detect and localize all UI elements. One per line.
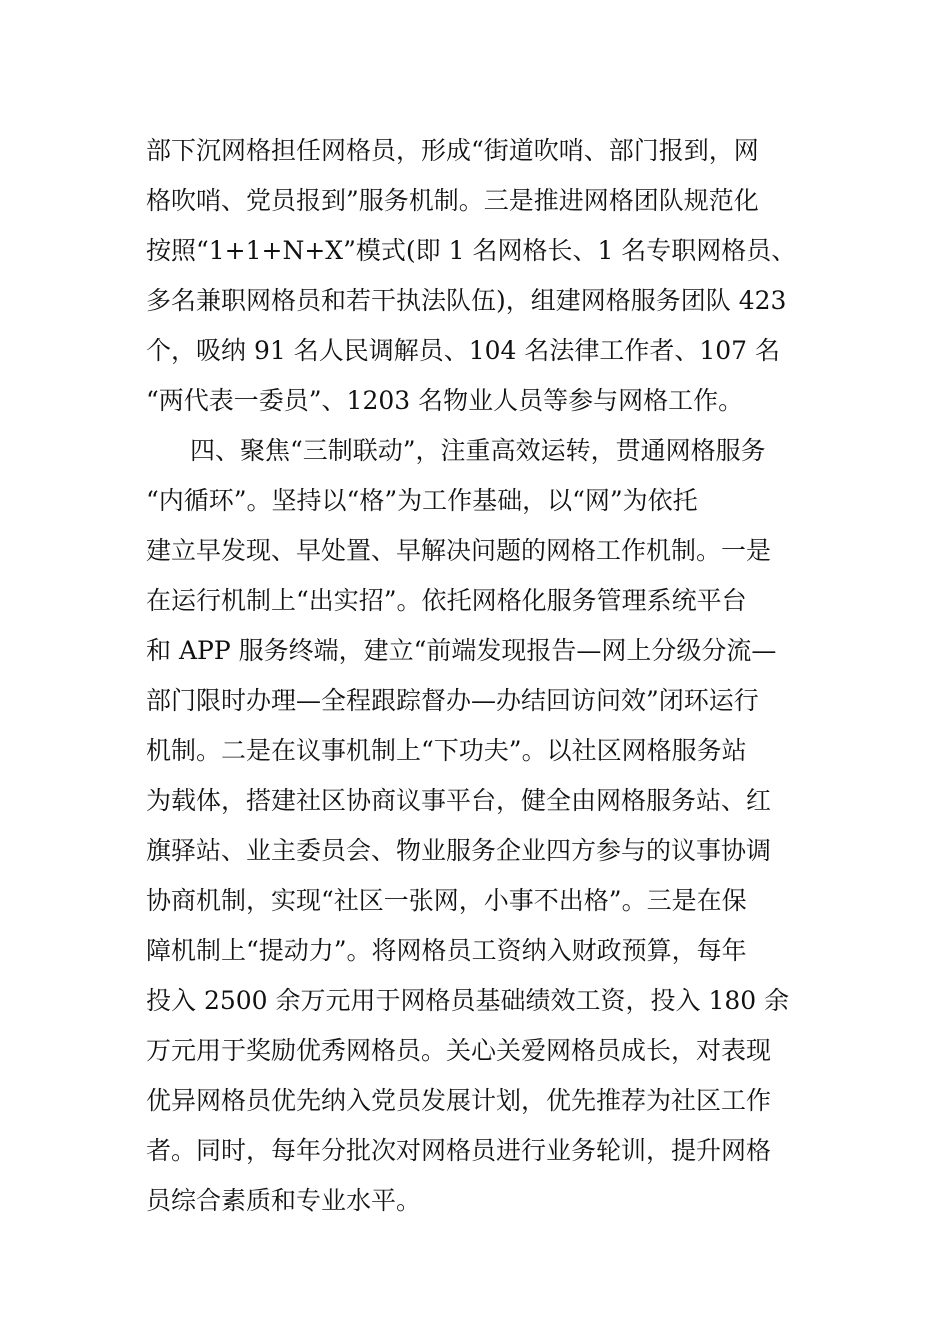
text-line: 员综合素质和专业水平。: [146, 1186, 422, 1215]
text-line: 格吹哨、党员报到”服务机制。三是推进网格团队规范化: [146, 186, 759, 215]
text-line: 优异网格员优先纳入党员发展计划，优先推荐为社区工作: [146, 1086, 772, 1115]
text-line: 协商机制，实现“社区一张网，小事不出格”。三是在保: [146, 886, 747, 915]
text-line: 机制。二是在议事机制上“下功夫”。以社区网格服务站: [146, 736, 747, 765]
text-line: 按照“1+1+N+X”模式(即 1 名网格长、1 名专职网格员、: [146, 236, 797, 265]
text-line: 部下沉网格担任网格员，形成“街道吹哨、部门报到，网: [146, 136, 759, 165]
text-line: 建立早发现、早处置、早解决问题的网格工作机制。一是: [146, 536, 772, 565]
text-line: 部门限时办理—全程跟踪督办—办结回访问效”闭环运行: [146, 686, 759, 715]
section-heading-line: 四、聚焦“三制联动”，注重高效运转，贯通网格服务: [190, 436, 766, 465]
text-line: 障机制上“提动力”。将网格员工资纳入财政预算，每年: [146, 936, 747, 965]
text-line: 和 APP 服务终端，建立“前端发现报告—网上分级分流—: [146, 636, 777, 665]
text-line: 为载体，搭建社区协商议事平台，健全由网格服务站、红: [146, 786, 772, 815]
text-line: 万元用于奖励优秀网格员。关心关爱网格员成长，对表现: [146, 1036, 772, 1065]
text-line: 旗驿站、业主委员会、物业服务企业四方参与的议事协调: [146, 836, 772, 865]
body-text: [146, 126, 836, 1226]
text-line: 个，吸纳 91 名人民调解员、104 名法律工作者、107 名: [146, 336, 781, 365]
text-line: 多名兼职网格员和若干执法队伍)，组建网格服务团队 423: [146, 286, 787, 315]
text-line: 在运行机制上“出实招”。依托网格化服务管理系统平台: [146, 586, 747, 615]
text-line: 投入 2500 余万元用于网格员基础绩效工资，投入 180 余: [146, 986, 790, 1015]
text-line: 者。同时，每年分批次对网格员进行业务轮训，提升网格: [146, 1136, 772, 1165]
text-line: “两代表一委员”、1203 名物业人员等参与网格工作。: [146, 386, 744, 415]
text-line: “内循环”。坚持以“格”为工作基础，以“网”为依托: [146, 486, 698, 515]
